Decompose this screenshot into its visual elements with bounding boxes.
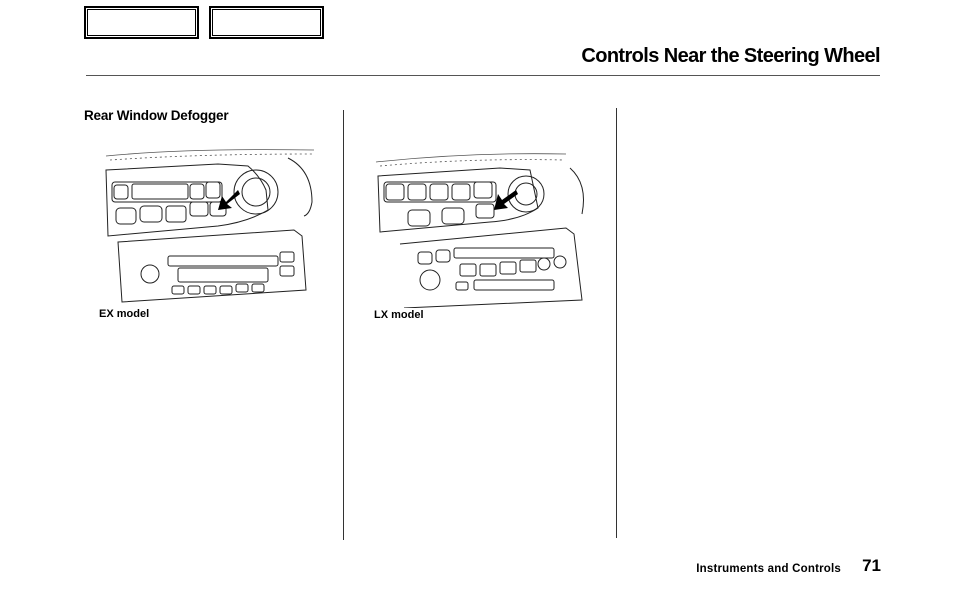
figure-caption-lx: LX model	[374, 309, 424, 321]
nav-button-previous[interactable]	[84, 6, 199, 39]
section-title: Rear Window Defogger	[84, 108, 229, 123]
footer-section-name: Instruments and Controls	[696, 563, 841, 575]
rear-defogger-ex-illustration	[98, 130, 320, 306]
nav-button-next[interactable]	[209, 6, 324, 39]
figure-caption-ex: EX model	[99, 308, 150, 320]
rear-defogger-lx-illustration	[370, 128, 594, 308]
page-title: Controls Near the Steering Wheel	[581, 45, 880, 67]
page-number: 71	[862, 556, 881, 575]
column-divider-1	[343, 110, 344, 540]
header-divider	[86, 75, 880, 76]
column-divider-2	[616, 108, 617, 538]
